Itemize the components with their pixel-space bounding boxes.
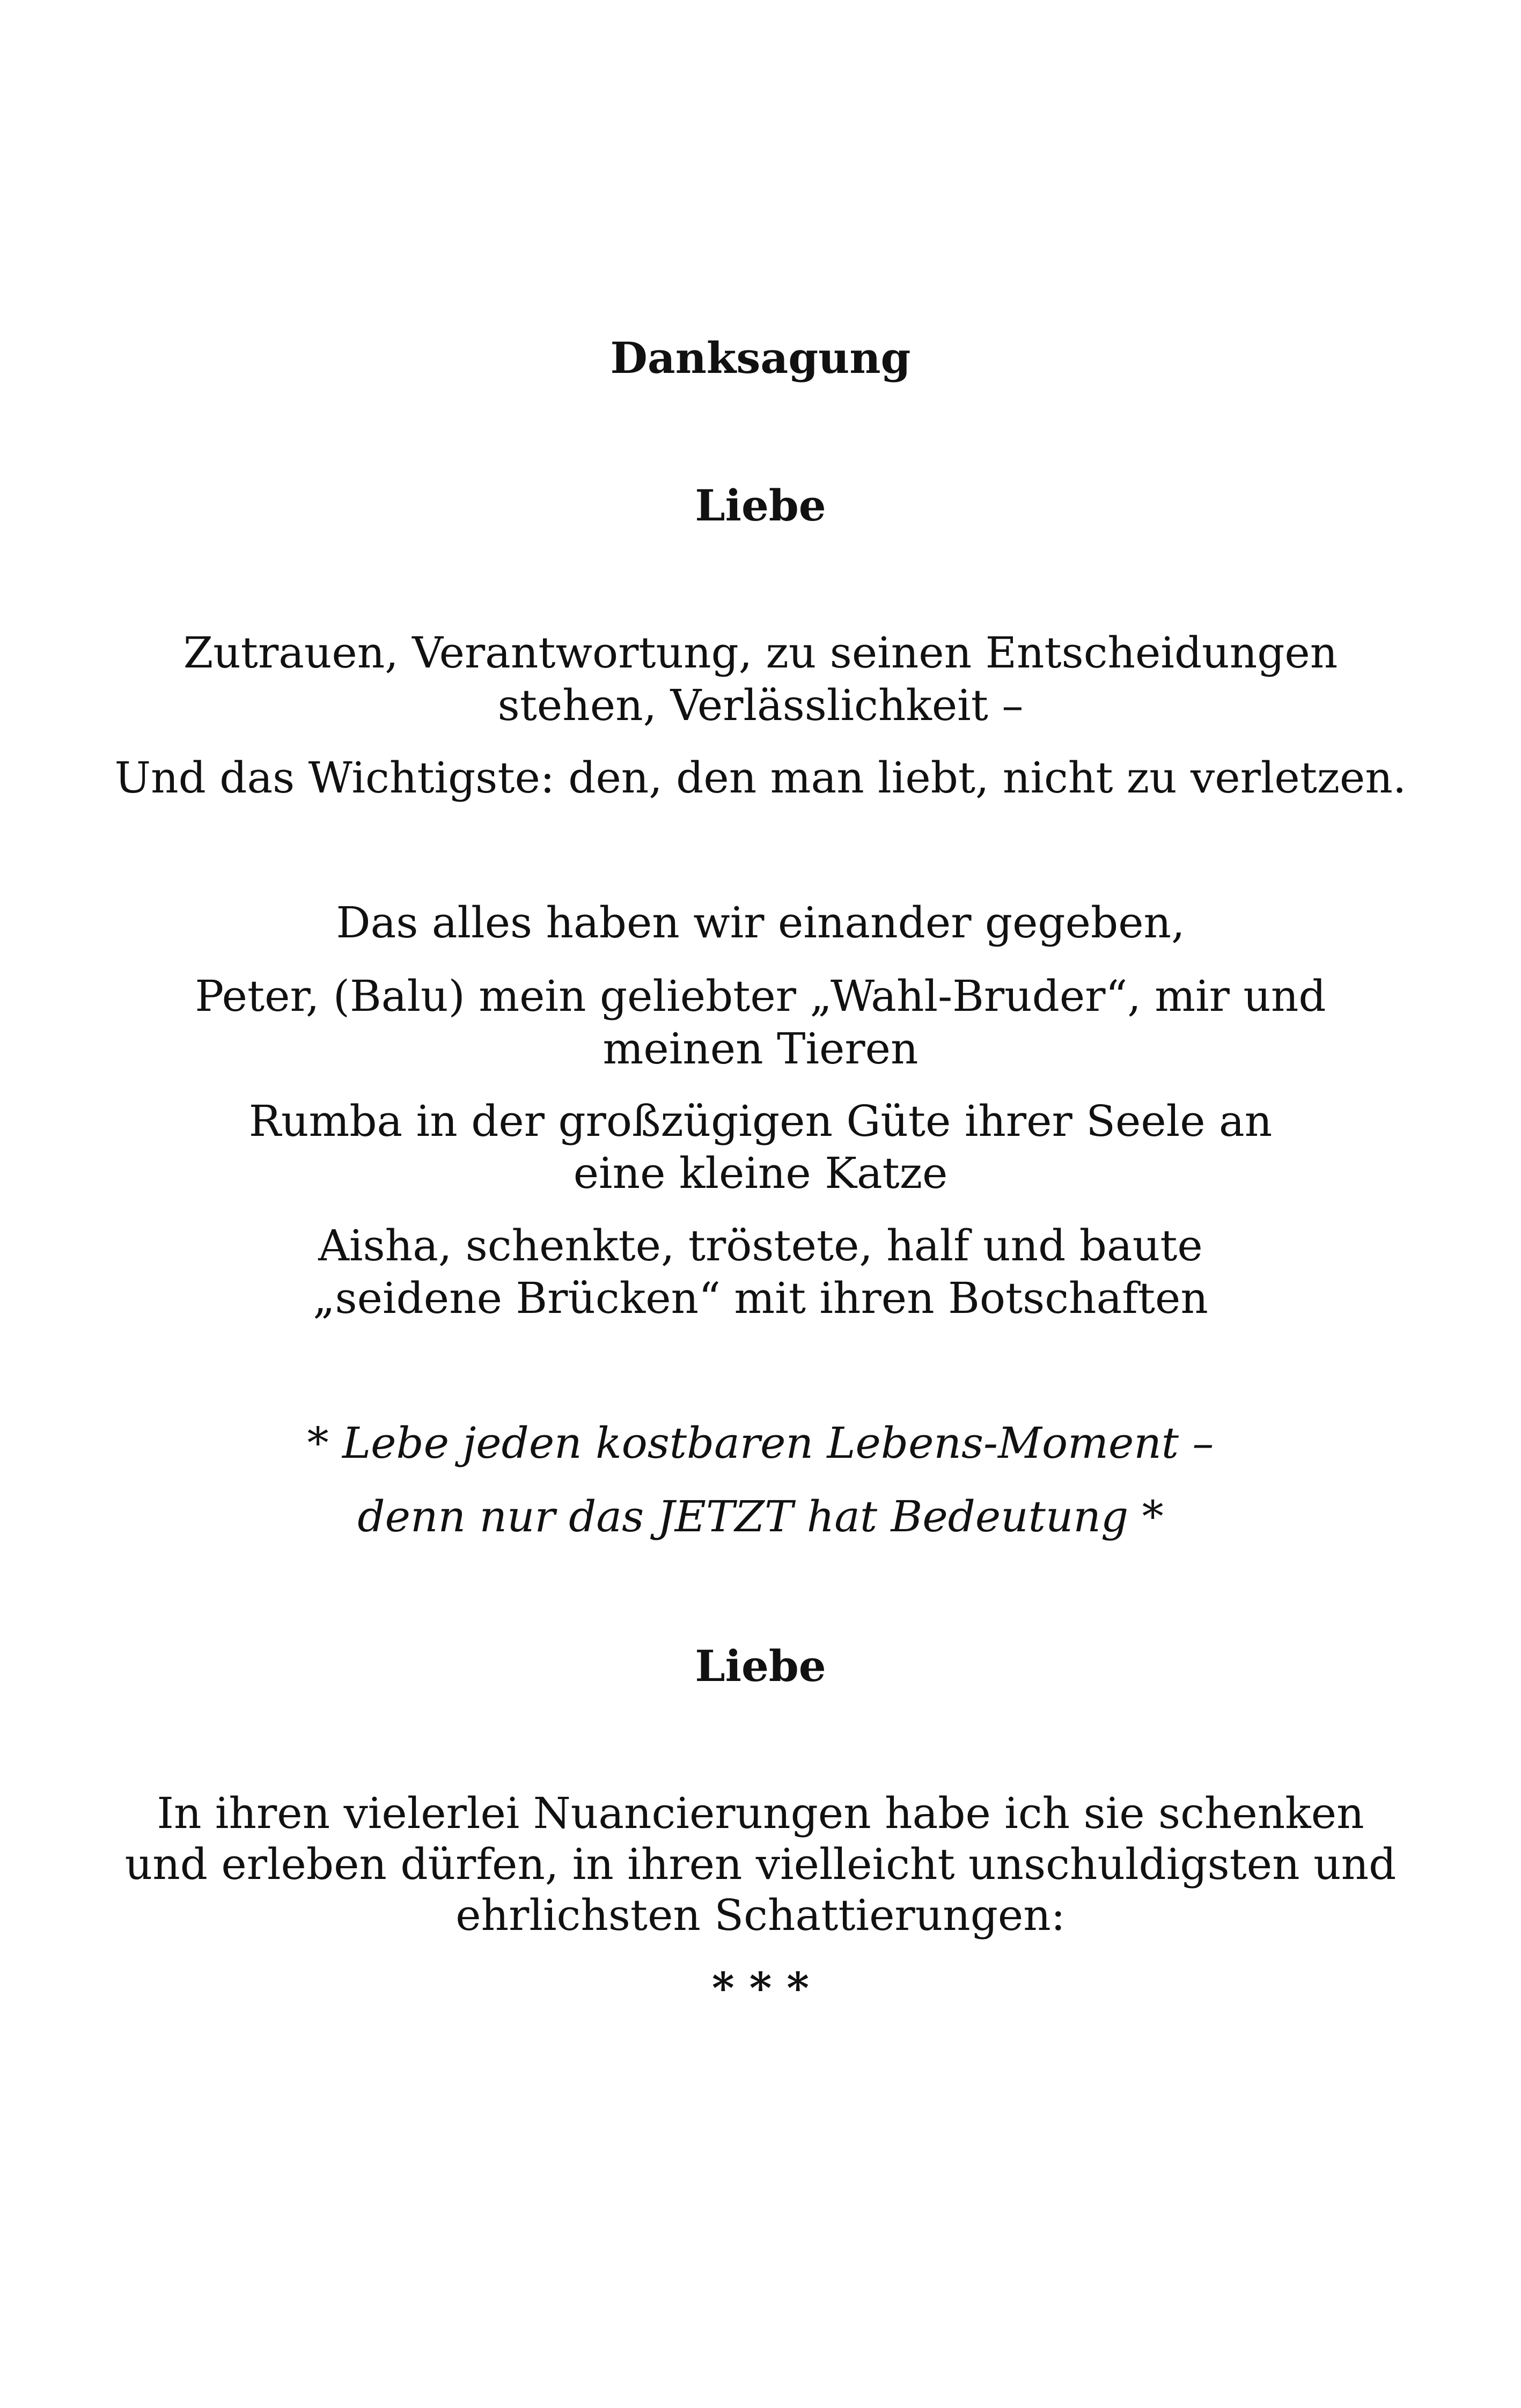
paragraph-peter-line-2: meinen Tieren: [602, 1024, 919, 1074]
section-title-liebe-1: Liebe: [695, 480, 826, 531]
paragraph-nuances-line-1: In ihren vielerlei Nuancierungen habe ich sie schenken: [157, 1788, 1364, 1838]
paragraph-aisha-line-2: „seidene Brücken“ mit ihren Botschaften: [313, 1273, 1208, 1323]
section-title-liebe-2: Liebe: [695, 1641, 826, 1691]
paragraph-peter-line-1: Peter, (Balu) mein geliebter „Wahl-Bruder“, mir und: [195, 971, 1326, 1021]
paragraph-aisha-line-1: Aisha, schenkte, tröstete, half und baute: [318, 1221, 1203, 1271]
section-separator: * * *: [711, 1963, 810, 2013]
paragraph-rumba-line-1: Rumba in der großzügigen Güte ihrer Seele an: [248, 1096, 1273, 1146]
paragraph-most-important: Und das Wichtigste: den, den man liebt, nicht zu verletzen.: [114, 753, 1407, 803]
motto-line-2: denn nur das JETZT hat Bedeutung *: [357, 1492, 1164, 1541]
paragraph-trust-line-1: Zutrauen, Verantwortung, zu seinen Entscheidungen: [183, 628, 1338, 678]
motto-line-1: * Lebe jeden kostbaren Lebens-Moment –: [307, 1418, 1214, 1468]
paragraph-rumba-line-2: eine kleine Katze: [573, 1148, 948, 1198]
paragraph-trust-line-2: stehen, Verlässlichkeit –: [497, 680, 1024, 730]
paragraph-nuances-line-3: ehrlichsten Schattierungen:: [455, 1890, 1066, 1940]
paragraph-nuances-line-2: und erleben dürfen, in ihren vielleicht unschuldigsten und: [124, 1839, 1397, 1889]
page-heading: Danksagung: [610, 333, 911, 383]
paragraph-given-each-other: Das alles haben wir einander gegeben,: [336, 898, 1185, 948]
